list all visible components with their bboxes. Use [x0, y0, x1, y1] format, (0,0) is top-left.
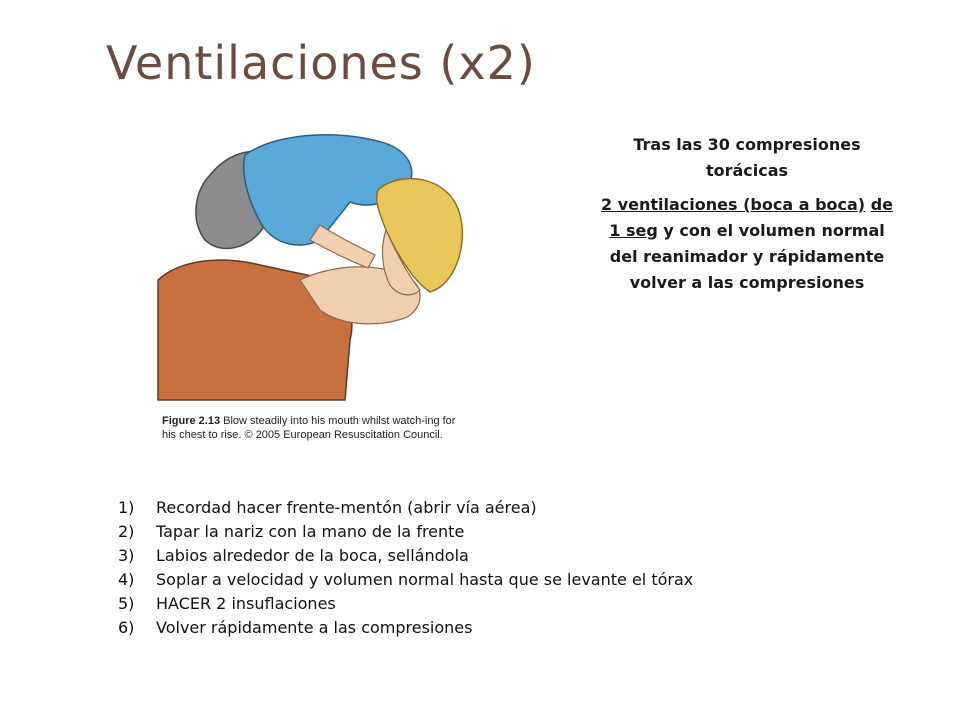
list-item: 1) Recordad hacer frente-mentón (abrir vía aérea)	[118, 498, 537, 517]
slide-title: Ventilaciones (x2)	[106, 36, 536, 90]
rescuer-arm	[310, 225, 375, 268]
instruction-duration: de 1 seg	[609, 195, 893, 240]
list-item: 6) Volver rápidamente a las compresiones	[118, 618, 473, 637]
list-item: 5) HACER 2 insuflaciones	[118, 594, 336, 613]
figure-caption	[162, 414, 462, 442]
instruction-block	[594, 132, 900, 296]
instruction-intro: Tras las 30 compresiones torácicas	[633, 135, 861, 180]
list-item: 4) Soplar a velocidad y volumen normal hasta que se levante el tórax	[118, 570, 694, 589]
figure-caption-text: Blow steadily into his mouth whilst watch-ing for his chest to rise. © 2005 European Resuscitation Council.	[162, 415, 456, 441]
instruction-detail	[594, 192, 900, 296]
figure-caption-label: Figure 2.13	[162, 415, 221, 427]
list-item: 3) Labios alrededor de la boca, sellándola	[118, 546, 469, 565]
steps-list	[118, 496, 878, 640]
instruction-ventilations: 2 ventilaciones (boca a boca)	[601, 195, 866, 214]
list-item: 2) Tapar la nariz con la mano de la frente	[118, 522, 465, 541]
instruction-rest: y con el volumen normal del reanimador y rápidamente volver a las compresiones	[609, 221, 885, 292]
